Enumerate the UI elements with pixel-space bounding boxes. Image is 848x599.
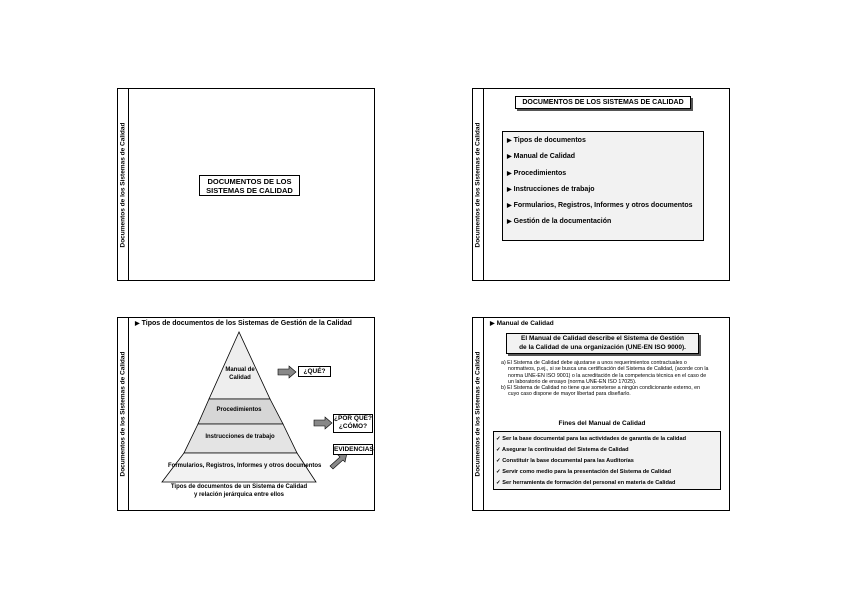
slide-2-title-box bbox=[515, 96, 691, 109]
triangle-bullet-icon: ▶ bbox=[490, 321, 495, 327]
triangle-bullet-icon: ▶ bbox=[507, 170, 512, 177]
slide-2-item: ▶ Formularios, Registros, Informes y otros documentos bbox=[507, 202, 693, 210]
porque-como-box: ¿POR QUÉ? ¿CÓMO? bbox=[333, 414, 373, 433]
que-box: ¿QUÉ? bbox=[298, 366, 331, 377]
slide-1-title-line1: DOCUMENTOS DE LOS bbox=[207, 177, 292, 186]
check-icon: ✓ bbox=[496, 447, 501, 453]
fines-title: Fines del Manual de Calidad bbox=[558, 420, 646, 427]
fines-box bbox=[493, 431, 721, 490]
pyramid-label-formularios: Formularios, Registros, Informes y otros documentos bbox=[168, 463, 322, 469]
pyramid-caption: Tipos de documentos de un Sistema de Calidad y relación jerárquica entre ellos bbox=[170, 484, 308, 498]
slide-1-title-line2: SISTEMAS DE CALIDAD bbox=[206, 186, 293, 195]
slide-3-title: ▶ Tipos de documentos de los Sistemas de Gestión de la Calidad bbox=[135, 320, 352, 327]
slide-2-item: ▶ Procedimientos bbox=[507, 169, 567, 177]
slide-2-item-list bbox=[507, 137, 703, 235]
slide-4-title: ▶ Manual de Calidad bbox=[490, 320, 554, 327]
paragraph-b: b) El Sistema de Calidad no tiene que someterse a ningún condicionante externo, en cuyo caso dispone de mayor libertad para diseñarlo. bbox=[501, 385, 701, 398]
check-icon: ✓ bbox=[496, 480, 501, 486]
check-icon: ✓ bbox=[496, 469, 501, 475]
slide-4-side-label bbox=[473, 318, 484, 510]
paragraph-a: a) El Sistema de Calidad debe ajustarse a unos requerimientos contractuales o normativos, p.ej., si se busca una certificación del Sistema de Calidad, (acorde con la norma UNE-EN ISO 9001) o la acreditación de la competencia técnica en el caso de un laboratorio de ensayo (norma UNE-EN ISO 17025). bbox=[501, 360, 709, 385]
side-label-text: Documentos de los Sistemas de Calidad bbox=[474, 351, 482, 477]
manual-definition-box: El Manual de Calidad describe el Sistema de Gestión de la Calidad de una organización (UNE-EN ISO 9000). bbox=[506, 333, 699, 354]
slide-2-item: ▶ Instrucciones de trabajo bbox=[507, 185, 595, 193]
slide-2-items-box bbox=[502, 131, 704, 241]
side-label-text: Documentos de los Sistemas de Calidad bbox=[474, 122, 482, 247]
triangle-bullet-icon: ▶ bbox=[507, 154, 512, 161]
slide-2-side-label bbox=[473, 89, 484, 280]
triangle-bullet-icon: ▶ bbox=[507, 203, 512, 210]
pyramid-label-procedimientos: Procedimientos bbox=[216, 407, 262, 413]
slide-1-side-label bbox=[118, 89, 129, 280]
fines-item: ✓ Asegurar la continuidad del Sistema de Calidad bbox=[496, 447, 629, 453]
slide-1 bbox=[117, 88, 375, 281]
fines-list bbox=[496, 434, 720, 489]
fines-item: ✓ Ser la base documental para las actividades de garantía de la calidad bbox=[496, 436, 686, 442]
fines-item: ✓ Ser herramienta de formación del personal en materia de Calidad bbox=[496, 480, 676, 486]
check-icon: ✓ bbox=[496, 436, 501, 442]
slide-1-title-box bbox=[199, 175, 300, 196]
fines-item: ✓ Constituir la base documental para las Auditorías bbox=[496, 458, 634, 464]
slide-2-item: ▶ Manual de Calidad bbox=[507, 153, 576, 161]
arrow-evidencias-icon bbox=[330, 453, 347, 469]
check-icon: ✓ bbox=[496, 458, 501, 464]
slide-2 bbox=[472, 88, 730, 281]
arrow-que-icon bbox=[278, 366, 296, 378]
triangle-bullet-icon: ▶ bbox=[507, 138, 512, 144]
side-label-text: Documentos de los Sistemas de Calidad bbox=[119, 351, 127, 477]
slide-3 bbox=[117, 317, 375, 511]
triangle-bullet-icon: ▶ bbox=[135, 321, 140, 327]
slide-4 bbox=[472, 317, 730, 511]
evidencias-box: EVIDENCIAS bbox=[334, 446, 374, 453]
arrow-porque-icon bbox=[314, 417, 332, 429]
slide-2-item: ▶ Gestión de la documentación bbox=[507, 218, 612, 226]
fines-item: ✓ Servir como medio para la presentación del Sistema de Calidad bbox=[496, 469, 672, 475]
manual-paragraphs bbox=[501, 360, 711, 398]
triangle-bullet-icon: ▶ bbox=[507, 186, 512, 193]
side-label-text: Documentos de los Sistemas de Calidad bbox=[119, 122, 127, 247]
pyramid-label-manual: Manual de Calidad bbox=[225, 367, 255, 381]
slide-2-item: ▶ Tipos de documentos bbox=[507, 137, 586, 144]
triangle-bullet-icon: ▶ bbox=[507, 219, 512, 226]
pyramid-label-instrucciones: Instrucciones de trabajo bbox=[205, 434, 275, 440]
slide-2-title: DOCUMENTOS DE LOS SISTEMAS DE CALIDAD bbox=[522, 99, 684, 106]
